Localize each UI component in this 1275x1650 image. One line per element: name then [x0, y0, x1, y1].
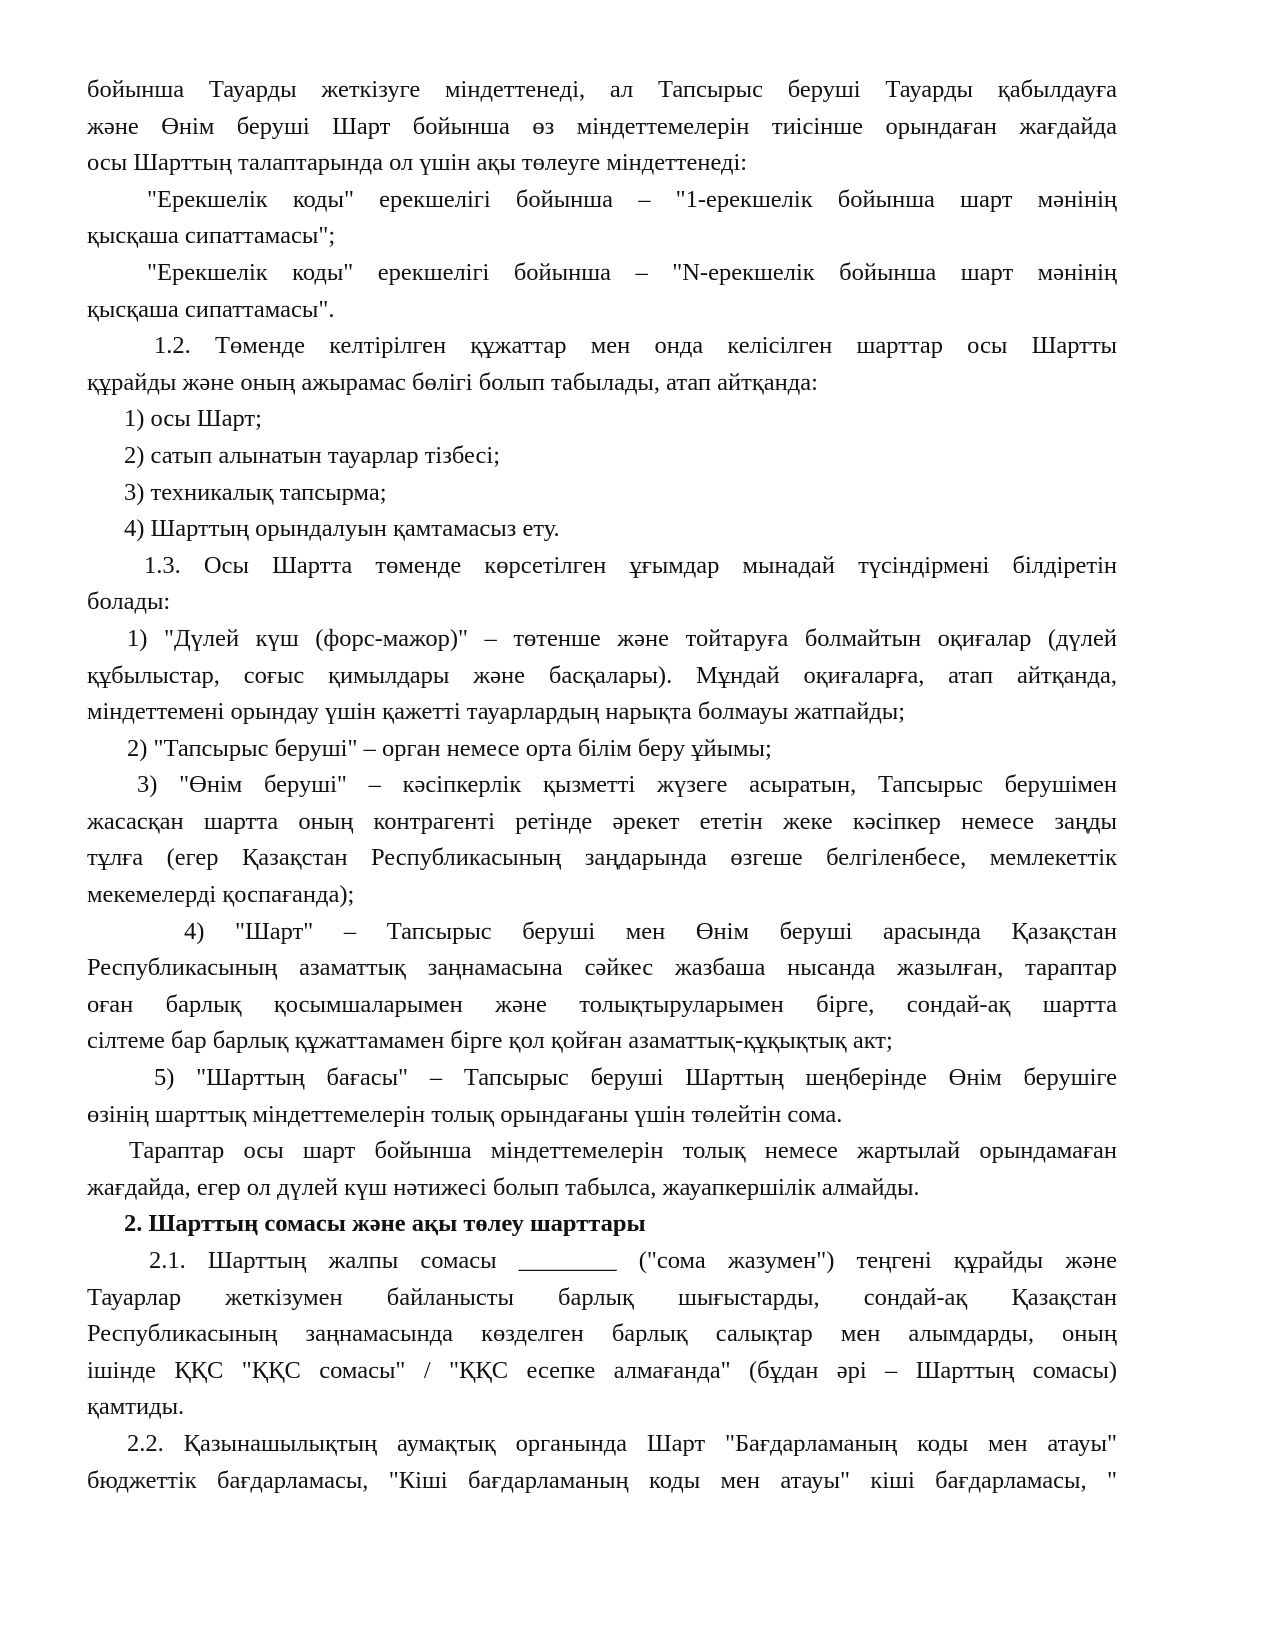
text-line: жасасқан шартта оның контрагенті ретінде әрекет ететін жеке кәсіпкер немесе заңды	[87, 807, 1117, 835]
text-line: 3) "Өнім беруші" – кәсіпкерлік қызметті жүзеге асыратын, Тапсырыс берушімен	[137, 771, 1117, 799]
text-line: Тауарлар жеткізумен байланысты барлық шығыстарды, сондай-ақ Қазақстан	[87, 1283, 1117, 1311]
text-line: тұлға (егер Қазақстан Республикасының заңдарында өзгеше белгіленбесе, мемлекеттік	[87, 844, 1117, 872]
text-line: Республикасының заңнамасында көзделген барлық салықтар мен алымдарды, оның	[87, 1320, 1117, 1348]
text-line: ішінде ҚҚС "ҚҚС сомасы" / "ҚҚС есепке алмағанда" (бұдан әрі – Шарттың сомасы)	[87, 1356, 1117, 1384]
text-line: қысқаша сипаттамасы";	[87, 222, 336, 250]
text-line: өзінің шарттық міндеттемелерін толық орындағаны үшін төлейтін сома.	[87, 1100, 843, 1128]
text-line: 1) "Дүлей күш (форс-мажор)" – төтенше және тойтаруға болмайтын оқиғалар (дүлей	[127, 624, 1117, 652]
text-line: "Ерекшелік коды" ерекшелігі бойынша – "1-ерекшелік бойынша шарт мәнінің	[147, 185, 1117, 213]
text-line: міндеттемені орындау үшін қажетті тауарлардың нарықта болмауы жатпайды;	[87, 698, 906, 726]
text-line: 2.2. Қазынашылықтың аумақтық органында Шарт "Бағдарламаның коды мен атауы"	[127, 1429, 1117, 1457]
text-line: мекемелерді қоспағанда);	[87, 881, 355, 909]
text-line: құбылыстар, соғыс қимылдары және басқалары). Мұндай оқиғаларға, атап айтқанда,	[87, 661, 1117, 689]
text-line: құрайды және оның ажырамас бөлігі болып табылады, атап айтқанда:	[87, 368, 818, 396]
text-line: 1.3. Осы Шартта төменде көрсетілген ұғымдар мынадай түсіндірмені білдіретін	[144, 551, 1117, 579]
text-line: 5) "Шарттың бағасы" – Тапсырыс беруші Шарттың шеңберінде Өнім берушіге	[154, 1064, 1117, 1092]
text-line: жағдайда, егер ол дүлей күш нәтижесі болып табылса, жауапкершілік алмайды.	[87, 1173, 920, 1201]
text-line: 3) техникалық тапсырма;	[124, 478, 387, 506]
text-line: оған барлық қосымшаларымен және толықтыруларымен бірге, сондай-ақ шартта	[87, 990, 1117, 1018]
text-line: бюджеттік бағдарламасы, "Кіші бағдарламаның коды мен атауы" кіші бағдарламасы, "	[87, 1466, 1117, 1494]
text-line: бойынша Тауарды жеткізуге міндеттенеді, ал Тапсырыс беруші Тауарды қабылдауға	[87, 76, 1117, 103]
text-line: 2) сатып алынатын тауарлар тізбесі;	[124, 441, 501, 469]
text-line: Тараптар осы шарт бойынша міндеттемелерін толық немесе жартылай орындамаған	[129, 1137, 1117, 1165]
text-line: 4) "Шарт" – Тапсырыс беруші мен Өнім беруші арасында Қазақстан	[184, 917, 1117, 945]
text-line: 2) "Тапсырыс беруші" – орган немесе орта білім беру ұйымы;	[127, 734, 772, 762]
text-line: 1) осы Шарт;	[124, 405, 262, 433]
text-line: болады:	[87, 588, 171, 616]
text-line: 2.1. Шарттың жалпы сомасы ________ ("сома жазумен") теңгені құрайды және	[149, 1247, 1117, 1274]
text-line: қамтиды.	[87, 1393, 185, 1421]
text-line: осы Шарттың талаптарында ол үшін ақы төлеуге міндеттенеді:	[87, 149, 748, 177]
text-line: қысқаша сипаттамасы".	[87, 295, 335, 323]
text-line: және Өнім беруші Шарт бойынша өз міндеттемелерін тиісінше орындаған жағдайда	[87, 112, 1117, 140]
document-page	[87, 72, 1117, 1499]
text-line: 1.2. Төменде келтірілген құжаттар мен онда келісілген шарттар осы Шартты	[154, 332, 1117, 360]
section-heading: 2. Шарттың сомасы және ақы төлеу шарттары	[124, 1210, 646, 1238]
text-line: сілтеме бар барлық құжаттамамен бірге қол қойған азаматтық-құқықтық акт;	[87, 1027, 893, 1055]
text-line: 4) Шарттың орындалуын қамтамасыз ету.	[124, 515, 560, 543]
text-line: Республикасының азаматтық заңнамасына сәйкес жазбаша нысанда жазылған, тараптар	[87, 954, 1117, 982]
text-line: "Ерекшелік коды" ерекшелігі бойынша – "N-ерекшелік бойынша шарт мәнінің	[147, 258, 1117, 286]
